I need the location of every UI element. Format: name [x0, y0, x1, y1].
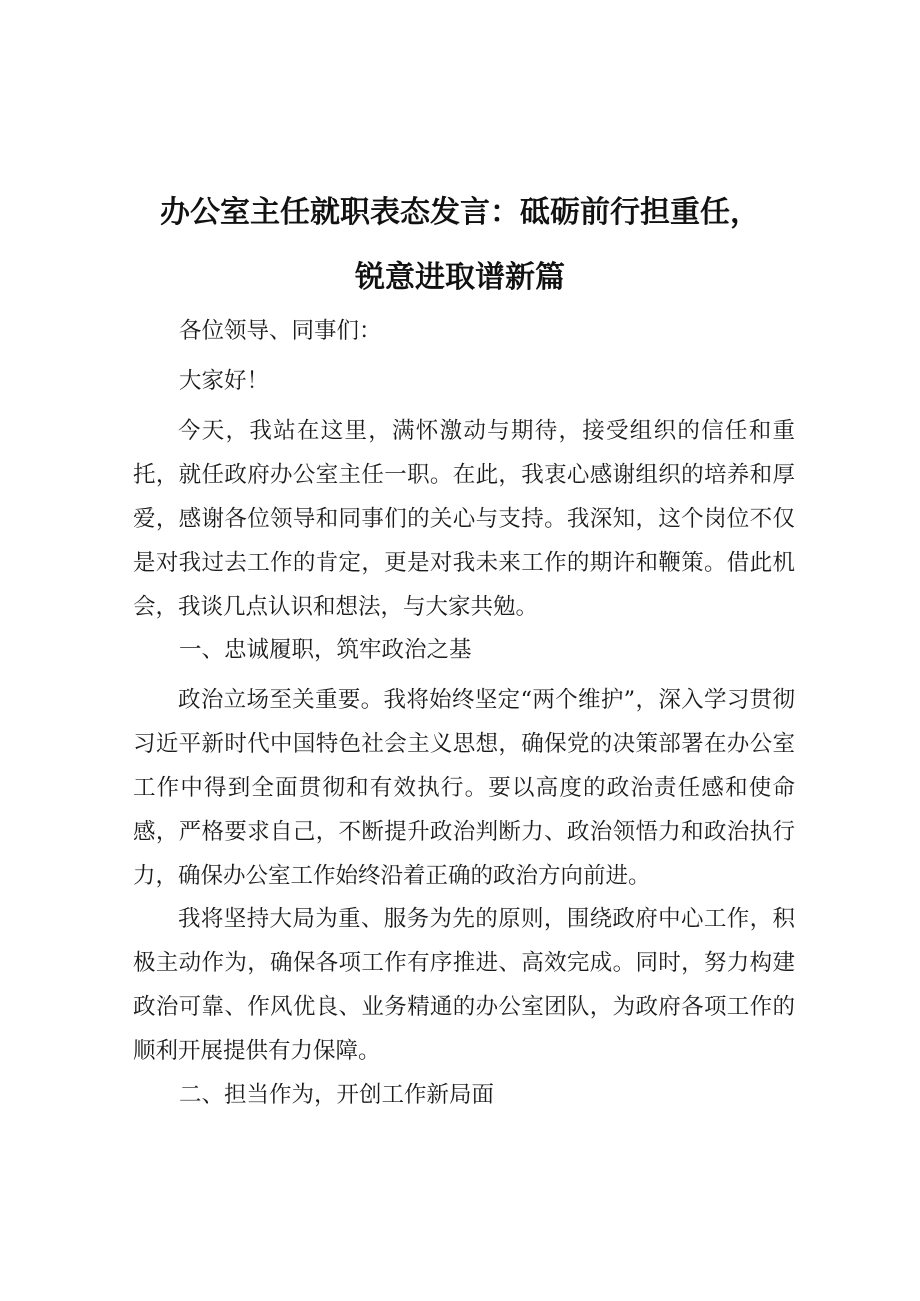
salutation: 各位领导、同事们： [179, 318, 382, 344]
paragraph-section-1-b: 我将坚持大局为重、服务为先的原则，围绕政府中心工作，积极主动作为，确保各项工作有序推进、高效完成。同时，努力构建政治可靠、作风优良、业务精通的办公室团队，为政府各项工作的顺利开展提供有力保障。 [133, 906, 795, 1064]
paragraph-intro: 今天，我站在这里，满怀激动与期待，接受组织的信任和重托，就任政府办公室主任一职。在此，我衷心感谢组织的培养和厚爱，感谢各位领导和同事们的关心与支持。我深知，这个岗位不仅是对我过去工作的肯定，更是对我未来工作的期许和鞭策。借此机会，我谈几点认识和想法，与大家共勉。 [133, 418, 795, 620]
document-title-line-2: 锐意进取谱新篇 [355, 260, 565, 295]
section-heading-1: 一、忠诚履职，筑牢政治之基 [179, 637, 472, 663]
greeting: 大家好！ [179, 368, 270, 394]
section-heading-2: 二、担当作为，开创工作新局面 [179, 1082, 495, 1108]
document-title-line-1: 办公室主任就职表态发言：砥砺前行担重任， [160, 195, 760, 230]
paragraph-section-1-a: 政治立场至关重要。我将始终坚定“两个维护”，深入学习贯彻习近平新时代中国特色社会主义思想，确保党的决策部署在办公室工作中得到全面贯彻和有效执行。要以高度的政治责任感和使命感，严格要求自己，不断提升政治判断力、政治领悟力和政治执行力，确保办公室工作始终沿着正确的政治方向前进。 [133, 687, 795, 889]
